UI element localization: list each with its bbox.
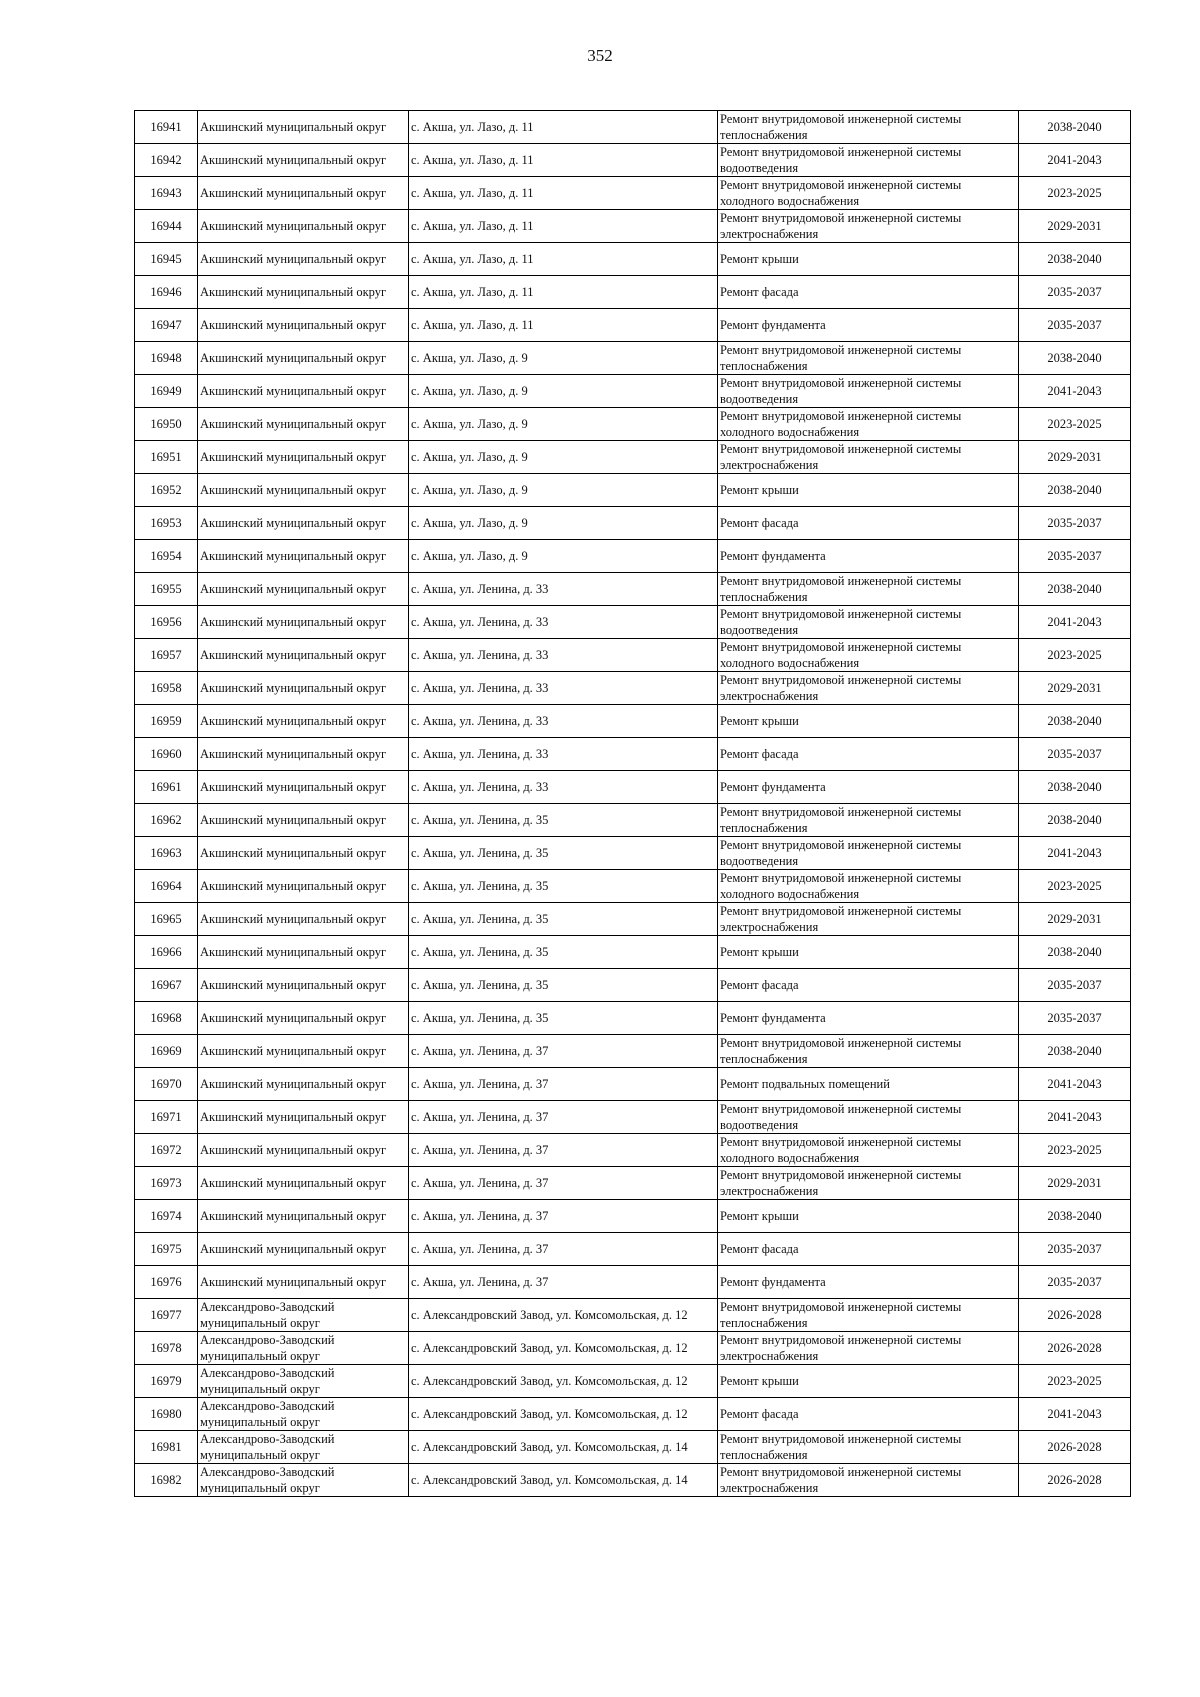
work-type-cell: Ремонт внутридомовой инженерной системы теплоснабжения (718, 342, 1019, 375)
period-cell: 2038-2040 (1019, 771, 1131, 804)
work-type-cell: Ремонт внутридомовой инженерной системы холодного водоснабжения (718, 1134, 1019, 1167)
row-number: 16975 (135, 1233, 198, 1266)
municipality-cell: Акшинский муниципальный округ (198, 1035, 409, 1068)
work-type-cell: Ремонт подвальных помещений (718, 1068, 1019, 1101)
row-number: 16974 (135, 1200, 198, 1233)
work-type-cell: Ремонт внутридомовой инженерной системы теплоснабжения (718, 573, 1019, 606)
period-cell: 2029-2031 (1019, 903, 1131, 936)
table-row (135, 1332, 1131, 1365)
row-number: 16976 (135, 1266, 198, 1299)
work-type-cell: Ремонт внутридомовой инженерной системы холодного водоснабжения (718, 177, 1019, 210)
table-row (135, 210, 1131, 243)
row-number: 16981 (135, 1431, 198, 1464)
table-row (135, 1134, 1131, 1167)
work-type-cell: Ремонт внутридомовой инженерной системы электроснабжения (718, 1167, 1019, 1200)
row-number: 16941 (135, 111, 198, 144)
row-number: 16971 (135, 1101, 198, 1134)
work-type-cell: Ремонт фасада (718, 507, 1019, 540)
work-type-cell: Ремонт внутридомовой инженерной системы водоотведения (718, 606, 1019, 639)
municipality-cell: Александрово-Заводский муниципальный округ (198, 1431, 409, 1464)
period-cell: 2038-2040 (1019, 1035, 1131, 1068)
period-cell: 2023-2025 (1019, 177, 1131, 210)
table-row (135, 804, 1131, 837)
period-cell: 2035-2037 (1019, 738, 1131, 771)
work-type-cell: Ремонт внутридомовой инженерной системы электроснабжения (718, 1464, 1019, 1497)
table-row (135, 705, 1131, 738)
row-number: 16957 (135, 639, 198, 672)
period-cell: 2035-2037 (1019, 540, 1131, 573)
period-cell: 2035-2037 (1019, 969, 1131, 1002)
municipality-cell: Акшинский муниципальный округ (198, 639, 409, 672)
table-row (135, 1167, 1131, 1200)
row-number: 16946 (135, 276, 198, 309)
period-cell: 2038-2040 (1019, 111, 1131, 144)
work-type-cell: Ремонт крыши (718, 705, 1019, 738)
table-row (135, 1068, 1131, 1101)
table-row (135, 1233, 1131, 1266)
period-cell: 2035-2037 (1019, 1002, 1131, 1035)
municipality-cell: Акшинский муниципальный округ (198, 573, 409, 606)
municipality-cell: Акшинский муниципальный округ (198, 1134, 409, 1167)
address-cell: с. Акша, ул. Ленина, д. 37 (409, 1200, 718, 1233)
period-cell: 2023-2025 (1019, 639, 1131, 672)
period-cell: 2035-2037 (1019, 507, 1131, 540)
row-number: 16972 (135, 1134, 198, 1167)
work-type-cell: Ремонт крыши (718, 1365, 1019, 1398)
work-type-cell: Ремонт внутридомовой инженерной системы электроснабжения (718, 210, 1019, 243)
table-body (135, 111, 1131, 1497)
municipality-cell: Акшинский муниципальный округ (198, 705, 409, 738)
municipality-cell: Акшинский муниципальный округ (198, 903, 409, 936)
row-number: 16970 (135, 1068, 198, 1101)
address-cell: с. Акша, ул. Ленина, д. 35 (409, 870, 718, 903)
table-row (135, 672, 1131, 705)
period-cell: 2041-2043 (1019, 1101, 1131, 1134)
municipality-cell: Акшинский муниципальный округ (198, 342, 409, 375)
row-number: 16978 (135, 1332, 198, 1365)
period-cell: 2029-2031 (1019, 1167, 1131, 1200)
table-row (135, 540, 1131, 573)
municipality-cell: Акшинский муниципальный округ (198, 1167, 409, 1200)
address-cell: с. Акша, ул. Лазо, д. 11 (409, 210, 718, 243)
table-row (135, 870, 1131, 903)
work-type-cell: Ремонт внутридомовой инженерной системы холодного водоснабжения (718, 870, 1019, 903)
period-cell: 2026-2028 (1019, 1332, 1131, 1365)
work-type-cell: Ремонт внутридомовой инженерной системы теплоснабжения (718, 1431, 1019, 1464)
period-cell: 2041-2043 (1019, 1068, 1131, 1101)
period-cell: 2038-2040 (1019, 936, 1131, 969)
address-cell: с. Александровский Завод, ул. Комсомольская, д. 12 (409, 1332, 718, 1365)
address-cell: с. Акша, ул. Ленина, д. 37 (409, 1068, 718, 1101)
period-cell: 2029-2031 (1019, 210, 1131, 243)
table-row (135, 573, 1131, 606)
work-type-cell: Ремонт внутридомовой инженерной системы холодного водоснабжения (718, 408, 1019, 441)
row-number: 16969 (135, 1035, 198, 1068)
municipality-cell: Акшинский муниципальный округ (198, 177, 409, 210)
table-row (135, 969, 1131, 1002)
municipality-cell: Александрово-Заводский муниципальный округ (198, 1332, 409, 1365)
work-type-cell: Ремонт фундамента (718, 1266, 1019, 1299)
work-type-cell: Ремонт внутридомовой инженерной системы теплоснабжения (718, 111, 1019, 144)
table-row (135, 243, 1131, 276)
period-cell: 2026-2028 (1019, 1431, 1131, 1464)
period-cell: 2041-2043 (1019, 144, 1131, 177)
row-number: 16943 (135, 177, 198, 210)
period-cell: 2038-2040 (1019, 474, 1131, 507)
row-number: 16973 (135, 1167, 198, 1200)
work-type-cell: Ремонт крыши (718, 936, 1019, 969)
work-type-cell: Ремонт фасада (718, 969, 1019, 1002)
address-cell: с. Акша, ул. Лазо, д. 11 (409, 243, 718, 276)
address-cell: с. Акша, ул. Лазо, д. 9 (409, 375, 718, 408)
row-number: 16979 (135, 1365, 198, 1398)
address-cell: с. Александровский Завод, ул. Комсомольская, д. 12 (409, 1398, 718, 1431)
work-type-cell: Ремонт фундамента (718, 1002, 1019, 1035)
address-cell: с. Александровский Завод, ул. Комсомольская, д. 12 (409, 1299, 718, 1332)
address-cell: с. Акша, ул. Ленина, д. 35 (409, 804, 718, 837)
table-row (135, 903, 1131, 936)
address-cell: с. Акша, ул. Лазо, д. 9 (409, 474, 718, 507)
municipality-cell: Акшинский муниципальный округ (198, 1101, 409, 1134)
period-cell: 2038-2040 (1019, 342, 1131, 375)
table-row (135, 309, 1131, 342)
address-cell: с. Акша, ул. Ленина, д. 35 (409, 1002, 718, 1035)
work-type-cell: Ремонт внутридомовой инженерной системы теплоснабжения (718, 804, 1019, 837)
address-cell: с. Акша, ул. Ленина, д. 33 (409, 606, 718, 639)
address-cell: с. Акша, ул. Лазо, д. 9 (409, 441, 718, 474)
table-row (135, 507, 1131, 540)
period-cell: 2038-2040 (1019, 573, 1131, 606)
period-cell: 2041-2043 (1019, 375, 1131, 408)
address-cell: с. Акша, ул. Ленина, д. 37 (409, 1035, 718, 1068)
work-type-cell: Ремонт внутридомовой инженерной системы водоотведения (718, 144, 1019, 177)
municipality-cell: Акшинский муниципальный округ (198, 672, 409, 705)
period-cell: 2035-2037 (1019, 1233, 1131, 1266)
address-cell: с. Акша, ул. Лазо, д. 11 (409, 276, 718, 309)
address-cell: с. Акша, ул. Ленина, д. 37 (409, 1266, 718, 1299)
table-row (135, 1101, 1131, 1134)
address-cell: с. Александровский Завод, ул. Комсомольская, д. 14 (409, 1431, 718, 1464)
period-cell: 2023-2025 (1019, 1134, 1131, 1167)
address-cell: с. Акша, ул. Ленина, д. 33 (409, 705, 718, 738)
row-number: 16968 (135, 1002, 198, 1035)
work-type-cell: Ремонт фасада (718, 1233, 1019, 1266)
row-number: 16958 (135, 672, 198, 705)
municipality-cell: Акшинский муниципальный округ (198, 936, 409, 969)
municipality-cell: Акшинский муниципальный округ (198, 507, 409, 540)
address-cell: с. Александровский Завод, ул. Комсомольская, д. 14 (409, 1464, 718, 1497)
row-number: 16961 (135, 771, 198, 804)
table-row (135, 177, 1131, 210)
municipality-cell: Александрово-Заводский муниципальный округ (198, 1398, 409, 1431)
period-cell: 2041-2043 (1019, 606, 1131, 639)
address-cell: с. Акша, ул. Лазо, д. 9 (409, 507, 718, 540)
work-type-cell: Ремонт крыши (718, 1200, 1019, 1233)
municipality-cell: Акшинский муниципальный округ (198, 474, 409, 507)
work-type-cell: Ремонт фасада (718, 738, 1019, 771)
repair-schedule-table (134, 110, 1131, 1497)
period-cell: 2029-2031 (1019, 441, 1131, 474)
table-row (135, 1365, 1131, 1398)
address-cell: с. Акша, ул. Ленина, д. 37 (409, 1167, 718, 1200)
row-number: 16954 (135, 540, 198, 573)
page-number: 352 (587, 46, 613, 65)
municipality-cell: Александрово-Заводский муниципальный округ (198, 1299, 409, 1332)
table-row (135, 606, 1131, 639)
municipality-cell: Акшинский муниципальный округ (198, 1068, 409, 1101)
row-number: 16942 (135, 144, 198, 177)
municipality-cell: Акшинский муниципальный округ (198, 540, 409, 573)
table-row (135, 837, 1131, 870)
address-cell: с. Александровский Завод, ул. Комсомольская, д. 12 (409, 1365, 718, 1398)
municipality-cell: Акшинский муниципальный округ (198, 309, 409, 342)
municipality-cell: Александрово-Заводский муниципальный округ (198, 1464, 409, 1497)
address-cell: с. Акша, ул. Лазо, д. 11 (409, 111, 718, 144)
work-type-cell: Ремонт крыши (718, 474, 1019, 507)
municipality-cell: Акшинский муниципальный округ (198, 870, 409, 903)
row-number: 16944 (135, 210, 198, 243)
period-cell: 2038-2040 (1019, 243, 1131, 276)
table-row (135, 1464, 1131, 1497)
period-cell: 2038-2040 (1019, 1200, 1131, 1233)
municipality-cell: Акшинский муниципальный округ (198, 1233, 409, 1266)
period-cell: 2023-2025 (1019, 870, 1131, 903)
address-cell: с. Акша, ул. Ленина, д. 33 (409, 639, 718, 672)
table-row (135, 1035, 1131, 1068)
period-cell: 2041-2043 (1019, 1398, 1131, 1431)
municipality-cell: Акшинский муниципальный округ (198, 210, 409, 243)
work-type-cell: Ремонт внутридомовой инженерной системы теплоснабжения (718, 1299, 1019, 1332)
municipality-cell: Акшинский муниципальный округ (198, 1200, 409, 1233)
municipality-cell: Акшинский муниципальный округ (198, 375, 409, 408)
address-cell: с. Акша, ул. Лазо, д. 9 (409, 540, 718, 573)
work-type-cell: Ремонт фасада (718, 1398, 1019, 1431)
period-cell: 2038-2040 (1019, 705, 1131, 738)
row-number: 16962 (135, 804, 198, 837)
municipality-cell: Акшинский муниципальный округ (198, 606, 409, 639)
municipality-cell: Акшинский муниципальный округ (198, 441, 409, 474)
municipality-cell: Акшинский муниципальный округ (198, 408, 409, 441)
row-number: 16980 (135, 1398, 198, 1431)
table-row (135, 276, 1131, 309)
work-type-cell: Ремонт внутридомовой инженерной системы электроснабжения (718, 441, 1019, 474)
address-cell: с. Акша, ул. Ленина, д. 33 (409, 573, 718, 606)
work-type-cell: Ремонт внутридомовой инженерной системы водоотведения (718, 837, 1019, 870)
work-type-cell: Ремонт фундамента (718, 540, 1019, 573)
address-cell: с. Акша, ул. Ленина, д. 33 (409, 672, 718, 705)
table-row (135, 738, 1131, 771)
municipality-cell: Акшинский муниципальный округ (198, 144, 409, 177)
row-number: 16965 (135, 903, 198, 936)
row-number: 16947 (135, 309, 198, 342)
work-type-cell: Ремонт крыши (718, 243, 1019, 276)
municipality-cell: Акшинский муниципальный округ (198, 837, 409, 870)
table-row (135, 936, 1131, 969)
table-row (135, 342, 1131, 375)
address-cell: с. Акша, ул. Ленина, д. 35 (409, 903, 718, 936)
address-cell: с. Акша, ул. Ленина, д. 35 (409, 837, 718, 870)
row-number: 16960 (135, 738, 198, 771)
work-type-cell: Ремонт фасада (718, 276, 1019, 309)
row-number: 16977 (135, 1299, 198, 1332)
table-row (135, 441, 1131, 474)
row-number: 16967 (135, 969, 198, 1002)
row-number: 16963 (135, 837, 198, 870)
row-number: 16951 (135, 441, 198, 474)
municipality-cell: Акшинский муниципальный округ (198, 243, 409, 276)
address-cell: с. Акша, ул. Ленина, д. 35 (409, 936, 718, 969)
work-type-cell: Ремонт фундамента (718, 309, 1019, 342)
period-cell: 2023-2025 (1019, 408, 1131, 441)
address-cell: с. Акша, ул. Лазо, д. 11 (409, 177, 718, 210)
address-cell: с. Акша, ул. Ленина, д. 37 (409, 1233, 718, 1266)
table-row (135, 474, 1131, 507)
row-number: 16959 (135, 705, 198, 738)
table-row (135, 1299, 1131, 1332)
period-cell: 2038-2040 (1019, 804, 1131, 837)
row-number: 16948 (135, 342, 198, 375)
address-cell: с. Акша, ул. Ленина, д. 33 (409, 771, 718, 804)
period-cell: 2035-2037 (1019, 276, 1131, 309)
municipality-cell: Акшинский муниципальный округ (198, 276, 409, 309)
table-row (135, 375, 1131, 408)
address-cell: с. Акша, ул. Ленина, д. 35 (409, 969, 718, 1002)
table-row (135, 1200, 1131, 1233)
row-number: 16964 (135, 870, 198, 903)
table-row (135, 1431, 1131, 1464)
period-cell: 2026-2028 (1019, 1464, 1131, 1497)
address-cell: с. Акша, ул. Ленина, д. 37 (409, 1101, 718, 1134)
address-cell: с. Акша, ул. Ленина, д. 37 (409, 1134, 718, 1167)
period-cell: 2026-2028 (1019, 1299, 1131, 1332)
work-type-cell: Ремонт внутридомовой инженерной системы электроснабжения (718, 672, 1019, 705)
work-type-cell: Ремонт внутридомовой инженерной системы электроснабжения (718, 1332, 1019, 1365)
table-row (135, 1266, 1131, 1299)
municipality-cell: Акшинский муниципальный округ (198, 1002, 409, 1035)
period-cell: 2035-2037 (1019, 1266, 1131, 1299)
row-number: 16945 (135, 243, 198, 276)
row-number: 16949 (135, 375, 198, 408)
period-cell: 2035-2037 (1019, 309, 1131, 342)
table-row (135, 408, 1131, 441)
work-type-cell: Ремонт фундамента (718, 771, 1019, 804)
municipality-cell: Акшинский муниципальный округ (198, 111, 409, 144)
row-number: 16982 (135, 1464, 198, 1497)
municipality-cell: Акшинский муниципальный округ (198, 771, 409, 804)
address-cell: с. Акша, ул. Лазо, д. 11 (409, 309, 718, 342)
table-row (135, 1398, 1131, 1431)
work-type-cell: Ремонт внутридомовой инженерной системы электроснабжения (718, 903, 1019, 936)
address-cell: с. Акша, ул. Лазо, д. 9 (409, 342, 718, 375)
municipality-cell: Александрово-Заводский муниципальный округ (198, 1365, 409, 1398)
row-number: 16953 (135, 507, 198, 540)
work-type-cell: Ремонт внутридомовой инженерной системы холодного водоснабжения (718, 639, 1019, 672)
address-cell: с. Акша, ул. Ленина, д. 33 (409, 738, 718, 771)
row-number: 16956 (135, 606, 198, 639)
table-row (135, 771, 1131, 804)
work-type-cell: Ремонт внутридомовой инженерной системы водоотведения (718, 1101, 1019, 1134)
table-row (135, 111, 1131, 144)
address-cell: с. Акша, ул. Лазо, д. 9 (409, 408, 718, 441)
row-number: 16952 (135, 474, 198, 507)
row-number: 16966 (135, 936, 198, 969)
period-cell: 2041-2043 (1019, 837, 1131, 870)
municipality-cell: Акшинский муниципальный округ (198, 1266, 409, 1299)
work-type-cell: Ремонт внутридомовой инженерной системы водоотведения (718, 375, 1019, 408)
municipality-cell: Акшинский муниципальный округ (198, 804, 409, 837)
row-number: 16950 (135, 408, 198, 441)
row-number: 16955 (135, 573, 198, 606)
municipality-cell: Акшинский муниципальный округ (198, 738, 409, 771)
work-type-cell: Ремонт внутридомовой инженерной системы теплоснабжения (718, 1035, 1019, 1068)
address-cell: с. Акша, ул. Лазо, д. 11 (409, 144, 718, 177)
period-cell: 2023-2025 (1019, 1365, 1131, 1398)
municipality-cell: Акшинский муниципальный округ (198, 969, 409, 1002)
table-row (135, 639, 1131, 672)
table-row (135, 144, 1131, 177)
period-cell: 2029-2031 (1019, 672, 1131, 705)
table-row (135, 1002, 1131, 1035)
